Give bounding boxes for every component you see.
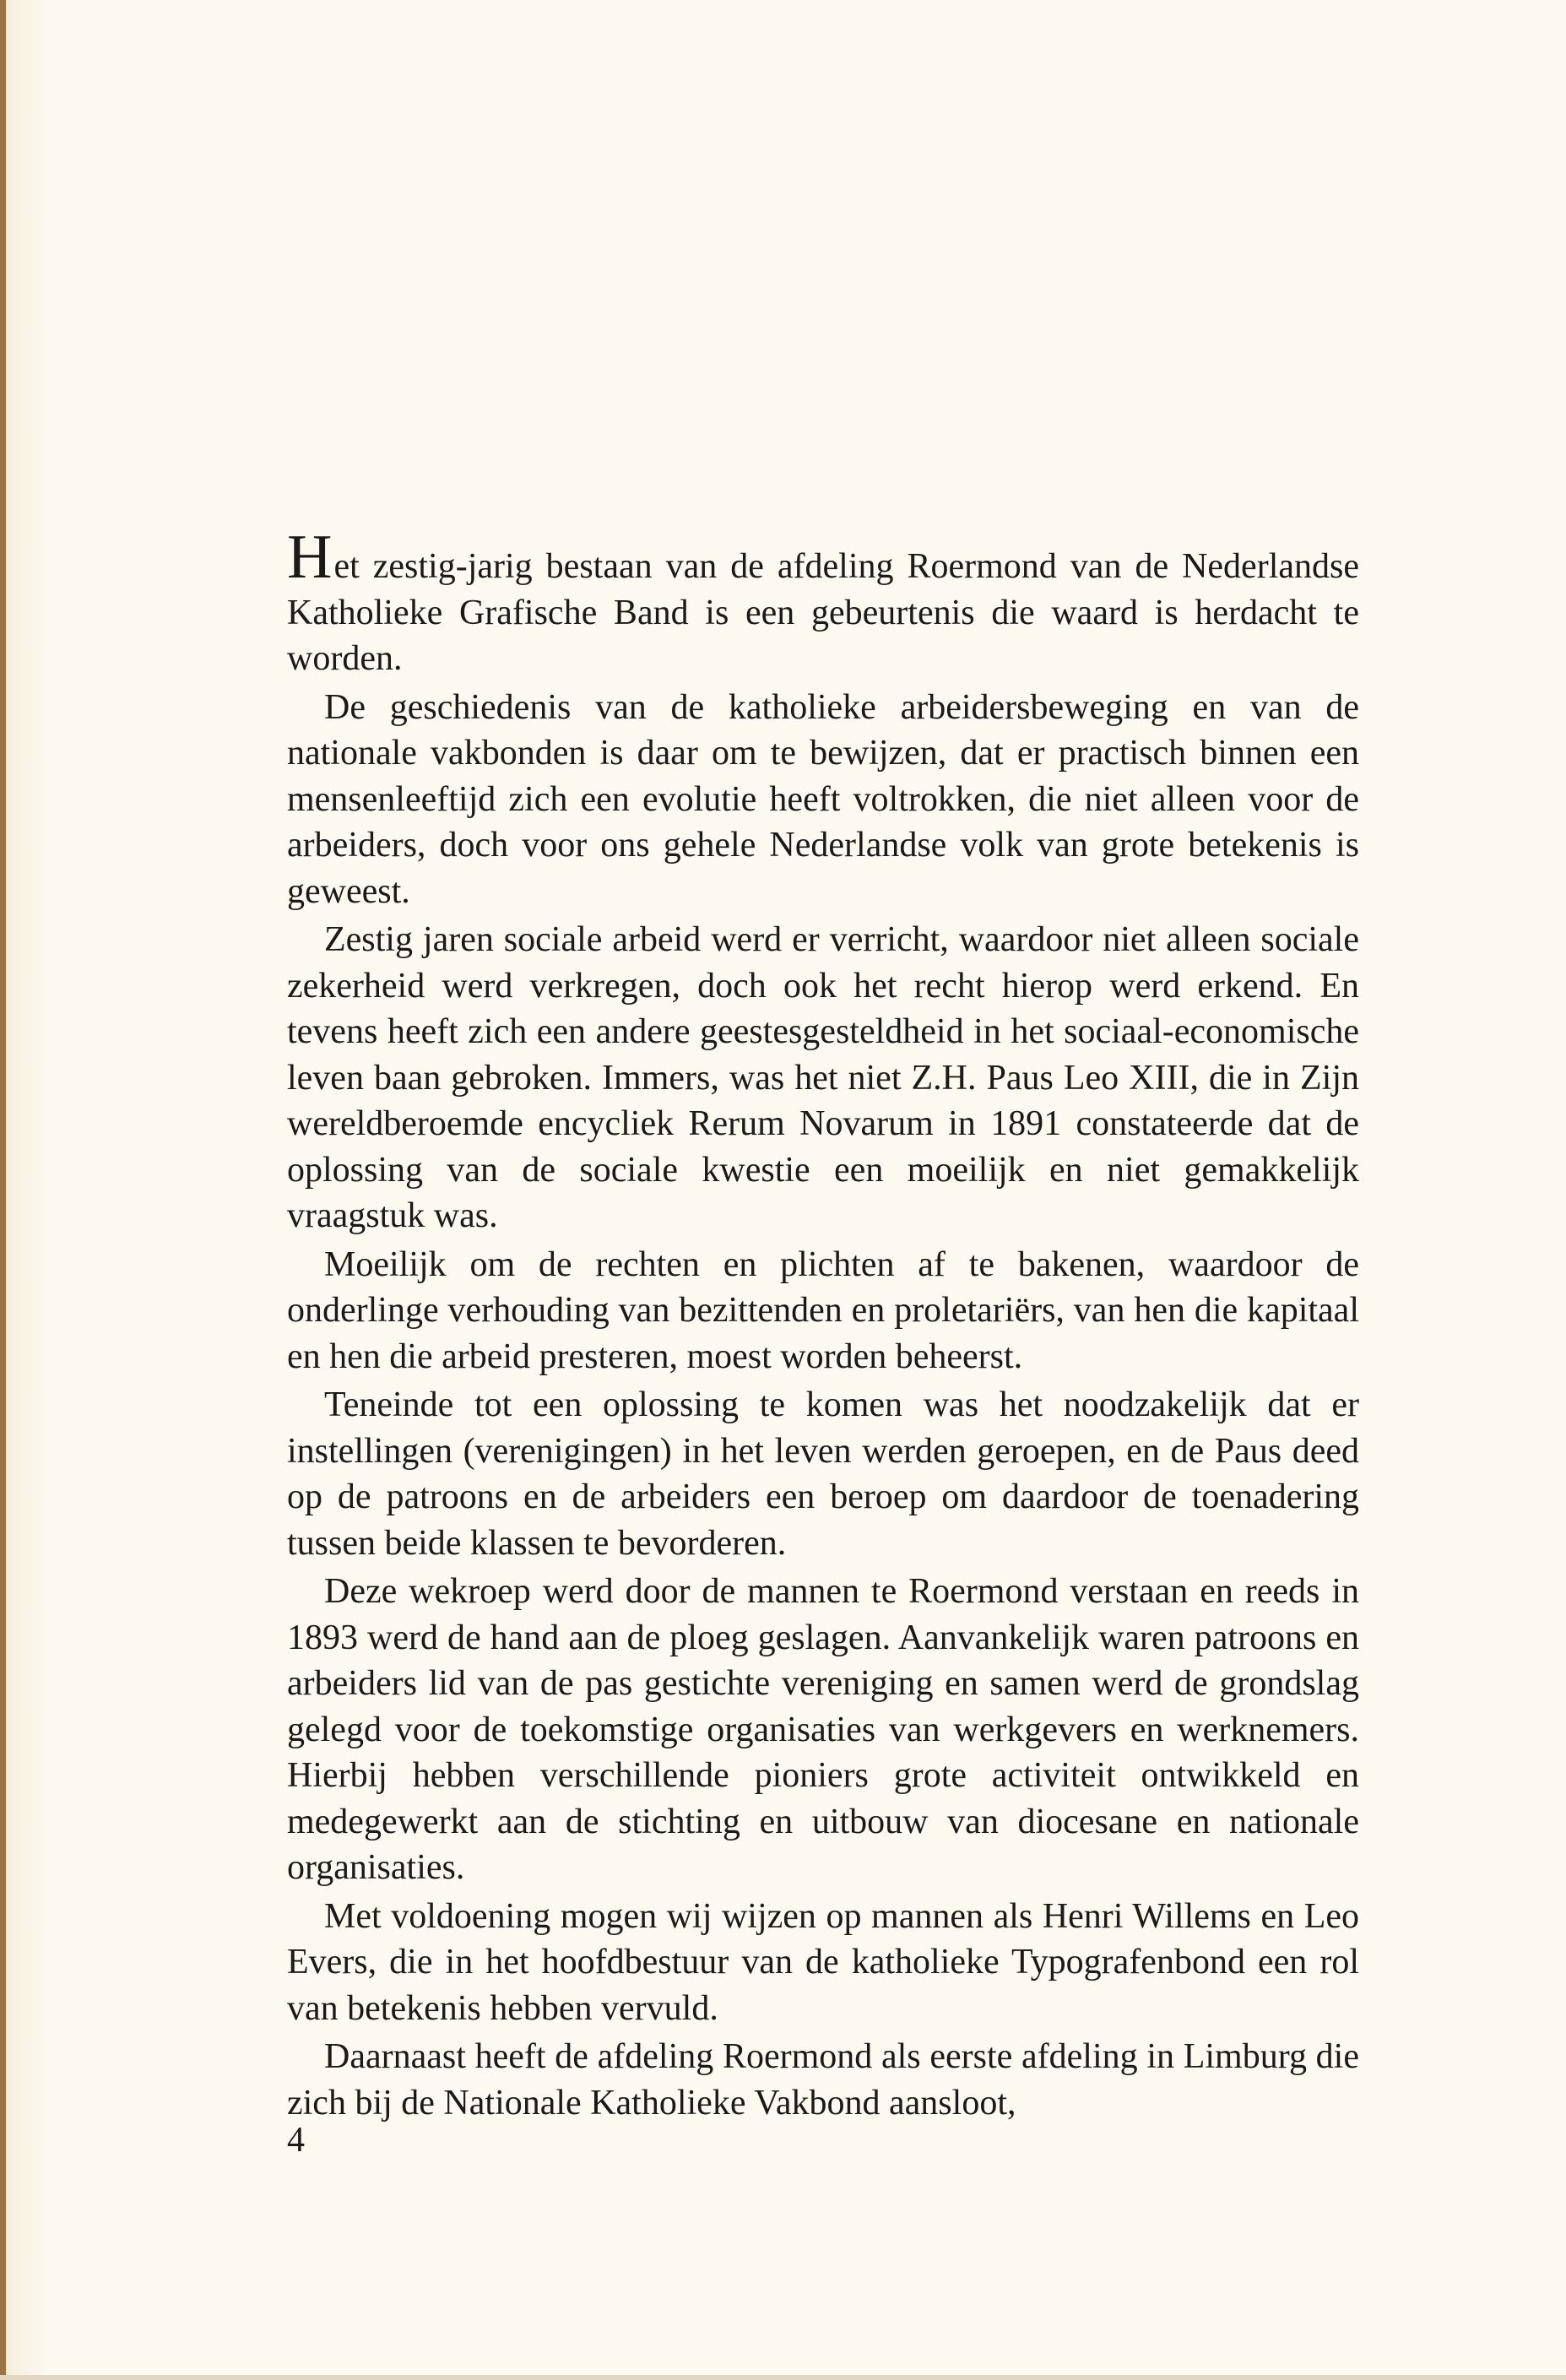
- paragraph-4: Moeilijk om de rechten en plichten af te bakenen, waardoor de onderlinge verhouding van bezittenden en proletariërs, van hen die kapitaal en hen die arbeid presteren, moest worden beheerst.: [287, 1244, 1359, 1376]
- body-text: [287, 523, 1359, 2128]
- binding-edge: [0, 0, 6, 2380]
- paragraph-8: Daarnaast heeft de afdeling Roermond als eerste afdeling in Limburg die zich bij de Nationale Katholieke Vakbond aansloot,: [287, 2037, 1359, 2122]
- page-number: 4: [287, 2121, 305, 2160]
- paragraph-5: Teneinde tot een oplossing te komen was het noodzakelijk dat er instellingen (verenigingen) in het leven werden geroepen, en de Paus deed op de patroons en de arbeiders een beroep om daardoor de toenadering tussen beide klassen te bevorderen.: [287, 1385, 1359, 1563]
- paragraph-6: Deze wekroep werd door de mannen te Roermond verstaan en reeds in 1893 werd de hand aan de ploeg geslagen. Aanvankelijk waren patroons en arbeiders lid van de pas gestichte vereniging en samen werd de grondslag gelegd voor de toekomstige organisaties van werkgevers en werknemers. Hierbij hebben verschillende pioniers grote activiteit ontwikkeld en medegewerkt aan de stichting en uitbouw van diocesane en nationale organisaties.: [287, 1572, 1359, 1887]
- paragraph-3: Zestig jaren sociale arbeid werd er verricht, waardoor niet alleen sociale zekerheid werd verkregen, doch ook het recht hierop werd erkend. En tevens heeft zich een andere geestesgesteldheid in het sociaal-economische leven baan gebroken. Immers, was het niet Z.H. Paus Leo XIII, die in Zijn wereldberoemde encycliek Rerum Novarum in 1891 constateerde dat de oplossing van de sociale kwestie een moeilijk en niet gemakkelijk vraagstuk was.: [287, 920, 1359, 1235]
- paragraph-7: Met voldoening mogen wij wijzen op mannen als Henri Willems en Leo Evers, die in het hoofdbestuur van de katholieke Typografenbond een rol van betekenis hebben vervuld.: [287, 1896, 1359, 2028]
- paragraph-1-text: et zestig-jarig bestaan van de afdeling Roermond van de Nederlandse Katholieke Grafische Band is een gebeurtenis die waard is herdacht te worden.: [287, 547, 1359, 678]
- paragraph-1: [287, 523, 1359, 682]
- bottom-edge: [0, 2375, 1566, 2380]
- paragraph-2: De geschiedenis van de katholieke arbeidersbeweging en van de nationale vakbonden is daar om te bewijzen, dat er practisch binnen een mensenleeftijd zich een evolutie heeft voltrokken, die niet alleen voor de arbeiders, doch voor ons gehele Nederlandse volk van grote betekenis is geweest.: [287, 687, 1359, 911]
- initial-letter: H: [287, 523, 334, 592]
